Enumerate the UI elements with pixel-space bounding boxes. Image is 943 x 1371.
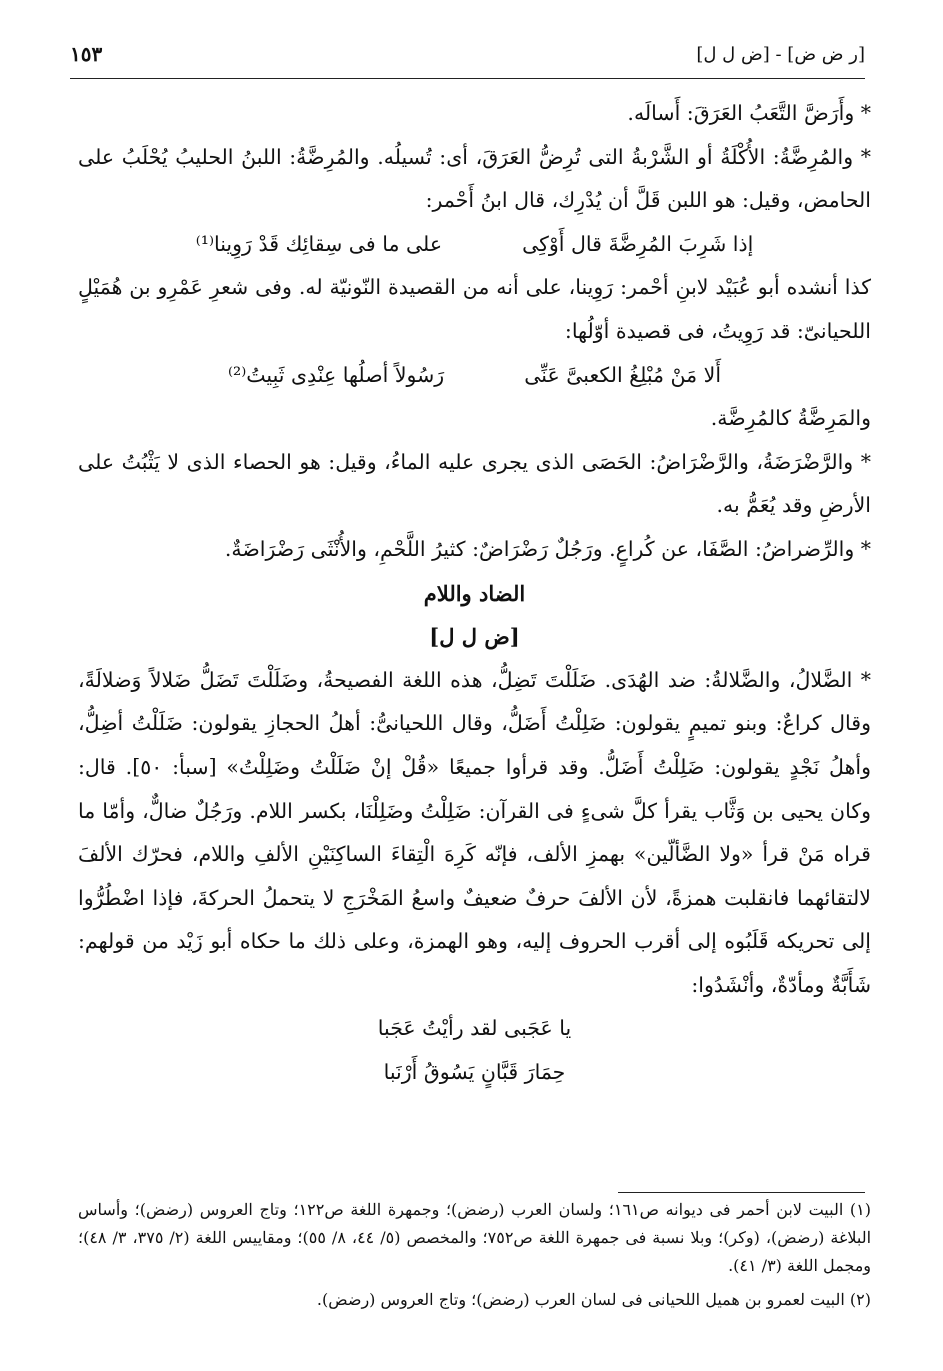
page-header <box>70 40 865 76</box>
verse-hemistich: على ما فى سِقائِك قَدْ رَوِينا⁽¹⁾ <box>195 231 443 256</box>
verse-line: يا عَجَبى لقد رأيْتُ عَجَبا <box>377 1016 572 1041</box>
verse-line <box>78 354 871 398</box>
running-title: [ر ض ض] - [ض ل ل] <box>696 44 865 65</box>
entry-paragraph: * الضَّلالُ، والضَّلالةُ: ضد الهُدَى. ضَلَلْتَ تَضِلُّ، هذه اللغة الفصيحةُ، وضَلَلْتَ تَضَلُّ ضَلالاً وَضلالَةً، وقال كراعٌ: وبنو تميمٍ يقولون: ضَلِلْتُ أَضَلُّ، وقال اللحيانىُّ: أهلُ الحجازِ يقولون: ضَلَلْتُ أضِلُّ، وأهلُ نَجْدٍ يقولون: ضَلِلْتُ أَضَلُّ. وقد قرأوا جميعًا «قُلْ إنْ ضَلَلْتُ وضَلِلْتُ» [سبأ: ٥٠]. قال: وكان يحيى بن وَثَّاب يقرأ كلَّ شىءٍ فى القرآن: ضَلِلْتُ وضَلِلْنَا، بكسر اللام. ورَجُلٌ ضالٌّ، وأمّا ما قراه مَنْ قرأ «ولا الضَّألّين» بهمزِ الألف، فإنّه كَرِهَ الْتِقاءَ الساكِنَيْنِ الألفِ واللام، فحرّك الألفَ لالتقائهما فانقلبت همزةً، لأن الألفَ حرفٌ ضعيفٌ واسعُ المَخْرَجِ لا يتحملُ الحركةَ، فإذا اضْطُرُّوا إلى تحريكه قَلَبُوه إلى أقرب الحروف إليه، وهو الهمزة، وعلى ذلك ما حكاه أبو زَيْد من قولهم: شَأَبَّةٌ ومأدّةٌ، وأنْشَدُوا: <box>78 667 871 997</box>
footnote: (٢) البيت لعمرو بن هميل اللحيانى فى لسان العرب (رضض)؛ وتاج العروس (رضض). <box>316 1290 871 1309</box>
root-heading: [ض ل ل] <box>429 624 520 650</box>
verse-hemistich: رَسُولاً أصلُها عِنْدِى ثَبِيتُ⁽²⁾ <box>227 362 445 387</box>
page-number: ١٥٣ <box>70 42 103 66</box>
footnote: (١) البيت لابن أحمر فى ديوانه ص١٦١؛ ولسان العرب (رضض)؛ وجمهرة اللغة ص١٢٢؛ وتاج العروس (رضض)؛ وأساس البلاغة (رضض)، (وكر)؛ وبلا نسبة فى جمهرة اللغة ص٧٥٢؛ والمخصص (٥/ ٤٤، ٨/ ٥٥)؛ ومقاييس اللغة (٢/ ٣٧٥، ٣/ ٤٨)؛ ومجمل اللغة (٣/ ٤١). <box>78 1200 872 1275</box>
entry-paragraph: * والرَّضْرَضَةُ، والرَّضْرَاضُ: الحَصَى الذى يجرى عليه الماءُ، وقيل: هو الحصاء الذى لا يَثْبُتُ على الأرضِ وقد يُعَمُّ به. <box>78 449 871 518</box>
footnotes <box>78 1196 871 1314</box>
footnote-rule <box>618 1192 865 1193</box>
entry-paragraph: كذا أنشده أبو عُبَيْد لابنِ أحْمر: رَوِينا، على أنه من القصيدة النّونيّة له. وفى شعرِ عَمْرِو بن هُمَيْلٍ اللحيانىّ: قد رَوِيتُ، فى قصيدة أوّلُها: <box>78 275 871 343</box>
entry-paragraph: * وأَرَضَّ التَّعَبُ العَرَقَ: أَسالَه. <box>627 101 871 125</box>
verse-line <box>78 223 871 267</box>
entry-paragraph: والمَرِضَّةُ كالمُرِضَّة. <box>710 406 871 431</box>
verse-hemistich: إذا شَرِبَ المُرِضَّةَ قال أَوْكِى <box>522 231 754 256</box>
entry-paragraph: * والرِّضراضُ: الصَّفَا، عن كُراعٍ. ورَجُلٌ رَضْرَاضٌ: كثيرُ اللَّحْمِ، والأُنْثَى رَضْرَاضَةٌ. <box>224 536 871 561</box>
section-heading: الضاد واللام <box>423 580 526 606</box>
entry-paragraph: * والمُرِضَّةُ: الأُكْلَةُ أو الشَّرْبةُ التى تُرِضُّ العَرَقَ، أى: تُسيلُه. والمُرِضَّةُ: اللبنُ الحليبُ يُحْلَبُ على الحامض، وقيل: هو اللبن قَلَّ أن يُدْرِك، قال ابنُ أَحْمر: <box>78 144 871 213</box>
header-rule <box>70 78 865 79</box>
verse-hemistich: أَلا مَنْ مُبْلِغُ الكعبىَّ عَنِّى <box>524 362 722 387</box>
main-text <box>78 92 871 1095</box>
verse-line: حِمَارَ قَبَّانٍ يَسُوقُ أَرْنَبا <box>383 1060 566 1085</box>
